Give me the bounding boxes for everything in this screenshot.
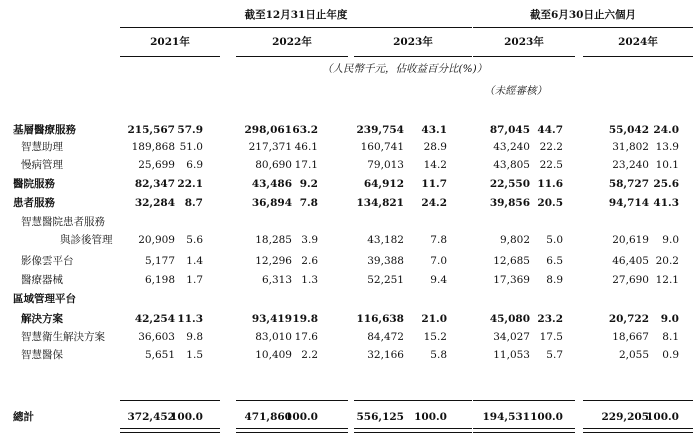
cell-2022-amount: 6,313 (261, 274, 292, 286)
cell-2024h1-amount: 31,802 (612, 141, 649, 153)
cell-2024h1-amount: 20,619 (612, 234, 649, 246)
cell-2023h1-pct: 23.2 (537, 313, 563, 325)
rule-2023 (354, 56, 472, 57)
total-double-rule-2021 (120, 428, 220, 433)
cell-2024h1-pct: 12.1 (655, 274, 679, 286)
cell-2024h1-pct: 13.9 (655, 141, 679, 153)
cell-2023-amount: 43,182 (367, 234, 404, 246)
cell-2023h1-pct: 6.5 (546, 255, 563, 267)
cell-2023h1-amount: 34,027 (493, 331, 530, 343)
unaudited-note: （未經審核） (484, 85, 547, 97)
cell-2023-pct: 24.2 (421, 197, 447, 209)
cell-2022-pct: 2.6 (301, 255, 318, 267)
cell-2021-amount: 32,284 (134, 197, 175, 209)
total-rule-2022 (236, 400, 348, 401)
cell-2022-pct: 63.2 (292, 124, 318, 136)
cell-2023h1-pct: 22.5 (539, 159, 563, 171)
row-label: 智慧醫院患者服務 (21, 216, 105, 228)
total-2022-pct: 100.0 (285, 411, 318, 423)
cell-2024h1-amount: 46,405 (612, 255, 649, 267)
cell-2021-amount: 5,177 (144, 255, 175, 267)
cell-2021-pct: 5.6 (186, 234, 203, 246)
cell-2022-amount: 36,894 (251, 197, 292, 209)
header-year-2022: 2022年 (272, 36, 312, 48)
cell-2023h1-pct: 8.9 (546, 274, 563, 286)
cell-2024h1-pct: 24.0 (653, 124, 679, 136)
cell-2021-pct: 6.9 (186, 159, 203, 171)
cell-2023-pct: 43.1 (421, 124, 447, 136)
header-year-2023-h1: 2023年 (504, 36, 544, 48)
row-label: 與診後管理 (60, 234, 113, 246)
cell-2024h1-pct: 25.6 (653, 178, 679, 190)
cell-2022-pct: 17.1 (294, 159, 318, 171)
total-rule-2023-h1 (473, 400, 575, 401)
row-label: 解決方案 (21, 313, 63, 325)
cell-2023-pct: 9.4 (430, 274, 447, 286)
cell-2023-amount: 39,388 (367, 255, 404, 267)
cell-2022-amount: 80,690 (255, 159, 292, 171)
total-double-rule-2023-h1 (473, 428, 575, 433)
total-rule-2024-h1 (583, 400, 693, 401)
row-label: 基層醫療服務 (13, 124, 76, 136)
cell-2022-pct: 7.8 (299, 197, 318, 209)
total-rule-2023 (354, 400, 472, 401)
cell-2021-pct: 1.7 (186, 274, 203, 286)
cell-2021-pct: 9.8 (186, 331, 203, 343)
cell-2022-pct: 2.2 (301, 349, 318, 361)
cell-2023h1-pct: 11.6 (537, 178, 563, 190)
row-label: 智慧助理 (21, 141, 63, 153)
cell-2023h1-amount: 12,685 (493, 255, 530, 267)
cell-2023-amount: 116,638 (356, 313, 404, 325)
cell-2024h1-amount: 2,055 (618, 349, 649, 361)
cell-2024h1-pct: 0.9 (662, 349, 679, 361)
cell-2024h1-amount: 20,722 (608, 313, 649, 325)
total-double-rule-2022 (236, 428, 348, 433)
total-double-rule-2023 (354, 428, 472, 433)
header-group-interim-rule (473, 27, 693, 28)
cell-2023h1-amount: 45,080 (489, 313, 530, 325)
cell-2023h1-amount: 39,856 (489, 197, 530, 209)
cell-2021-pct: 22.1 (177, 178, 203, 190)
cell-2021-amount: 6,198 (144, 274, 175, 286)
cell-2022-amount: 10,409 (255, 349, 292, 361)
cell-2023h1-amount: 17,369 (493, 274, 530, 286)
total-2021-amount: 372,452 (127, 411, 175, 423)
row-label: 智慧衛生解決方案 (21, 331, 105, 343)
cell-2024h1-pct: 10.1 (655, 159, 679, 171)
cell-2024h1-pct: 9.0 (662, 234, 679, 246)
cell-2024h1-amount: 27,690 (612, 274, 649, 286)
header-year-2021: 2021年 (150, 36, 190, 48)
cell-2022-pct: 17.6 (294, 331, 318, 343)
rule-2023-h1 (473, 56, 575, 57)
header-group-interim: 截至6月30日止六個月 (530, 9, 636, 21)
cell-2023-pct: 14.2 (423, 159, 447, 171)
cell-2022-amount: 298,061 (244, 124, 292, 136)
cell-2023-amount: 52,251 (367, 274, 404, 286)
total-2021-pct: 100.0 (170, 411, 203, 423)
cell-2022-amount: 83,010 (255, 331, 292, 343)
cell-2022-amount: 18,285 (255, 234, 292, 246)
cell-2023-pct: 15.2 (423, 331, 447, 343)
cell-2024h1-amount: 18,667 (612, 331, 649, 343)
cell-2021-amount: 20,909 (138, 234, 175, 246)
cell-2023-pct: 5.8 (430, 349, 447, 361)
cell-2023h1-amount: 87,045 (489, 124, 530, 136)
cell-2021-pct: 51.0 (179, 141, 203, 153)
cell-2024h1-pct: 41.3 (653, 197, 679, 209)
cell-2022-pct: 19.8 (292, 313, 318, 325)
cell-2021-amount: 215,567 (127, 124, 175, 136)
header-year-2023: 2023年 (393, 36, 433, 48)
total-2022-amount: 471,860 (244, 411, 292, 423)
total-2023-pct: 100.0 (414, 411, 447, 423)
cell-2023-amount: 134,821 (356, 197, 404, 209)
cell-2022-amount: 43,486 (251, 178, 292, 190)
cell-2023h1-pct: 22.2 (539, 141, 563, 153)
row-label: 區域管理平台 (13, 293, 76, 305)
total-2023-amount: 556,125 (356, 411, 404, 423)
cell-2023-amount: 84,472 (367, 331, 404, 343)
cell-2023-pct: 7.8 (430, 234, 447, 246)
cell-2023-pct: 21.0 (421, 313, 447, 325)
cell-2023h1-amount: 43,805 (493, 159, 530, 171)
header-group-annual: 截至12月31日止年度 (244, 9, 348, 21)
cell-2023h1-pct: 17.5 (539, 331, 563, 343)
cell-2022-amount: 12,296 (255, 255, 292, 267)
cell-2022-amount: 93,419 (251, 313, 292, 325)
cell-2021-amount: 42,254 (134, 313, 175, 325)
rule-2024-h1 (583, 56, 693, 57)
cell-2024h1-pct: 8.1 (662, 331, 679, 343)
cell-2023-pct: 28.9 (423, 141, 447, 153)
cell-2021-amount: 36,603 (138, 331, 175, 343)
cell-2023-amount: 32,166 (367, 349, 404, 361)
row-label: 慢病管理 (21, 159, 63, 171)
cell-2021-pct: 57.9 (177, 124, 203, 136)
cell-2021-amount: 5,651 (144, 349, 175, 361)
cell-2024h1-amount: 23,240 (612, 159, 649, 171)
cell-2022-pct: 3.9 (301, 234, 318, 246)
cell-2023-amount: 64,912 (363, 178, 404, 190)
cell-2021-pct: 11.3 (177, 313, 203, 325)
cell-2023h1-amount: 43,240 (493, 141, 530, 153)
cell-2022-pct: 9.2 (299, 178, 318, 190)
cell-2022-pct: 46.1 (294, 141, 318, 153)
cell-2021-pct: 8.7 (184, 197, 203, 209)
total-2024h1-amount: 229,205 (601, 411, 649, 423)
cell-2023-amount: 160,741 (360, 141, 404, 153)
cell-2023h1-amount: 9,802 (499, 234, 530, 246)
cell-2021-pct: 1.4 (186, 255, 203, 267)
cell-2021-amount: 189,868 (131, 141, 175, 153)
row-label: 醫療器械 (21, 274, 63, 286)
cell-2023-amount: 239,754 (356, 124, 404, 136)
cell-2022-amount: 217,371 (248, 141, 292, 153)
total-double-rule-2024-h1 (583, 428, 693, 433)
cell-2024h1-pct: 20.2 (655, 255, 679, 267)
row-label: 智慧醫保 (21, 349, 63, 361)
rule-2021 (120, 56, 220, 57)
row-label: 患者服務 (13, 197, 55, 209)
cell-2023h1-pct: 44.7 (537, 124, 563, 136)
cell-2023h1-pct: 5.0 (546, 234, 563, 246)
total-2023h1-pct: 100.0 (530, 411, 563, 423)
cell-2023-amount: 79,013 (367, 159, 404, 171)
cell-2022-pct: 1.3 (301, 274, 318, 286)
cell-2023h1-pct: 5.7 (546, 349, 563, 361)
cell-2024h1-pct: 9.0 (660, 313, 679, 325)
cell-2023-pct: 11.7 (421, 178, 447, 190)
cell-2023-pct: 7.0 (430, 255, 447, 267)
total-rule-2021 (120, 400, 220, 401)
total-2024h1-pct: 100.0 (646, 411, 679, 423)
cell-2024h1-amount: 94,714 (608, 197, 649, 209)
cell-2023h1-amount: 11,053 (493, 349, 530, 361)
cell-2024h1-amount: 58,727 (608, 178, 649, 190)
row-label: 醫院服務 (13, 178, 55, 190)
cell-2024h1-amount: 55,042 (608, 124, 649, 136)
row-label: 影像雲平台 (21, 255, 74, 267)
cell-2021-amount: 82,347 (134, 178, 175, 190)
cell-2023h1-amount: 22,550 (489, 178, 530, 190)
header-year-2024-h1: 2024年 (618, 36, 658, 48)
header-group-annual-rule (120, 27, 472, 28)
total-2023h1-amount: 194,531 (482, 411, 530, 423)
cell-2021-pct: 1.5 (186, 349, 203, 361)
cell-2021-amount: 25,699 (138, 159, 175, 171)
total-label: 總計 (13, 411, 34, 423)
unit-note: （人民幣千元，佔收益百分比(%)） (322, 63, 488, 75)
rule-2022 (236, 56, 348, 57)
cell-2023h1-pct: 20.5 (537, 197, 563, 209)
